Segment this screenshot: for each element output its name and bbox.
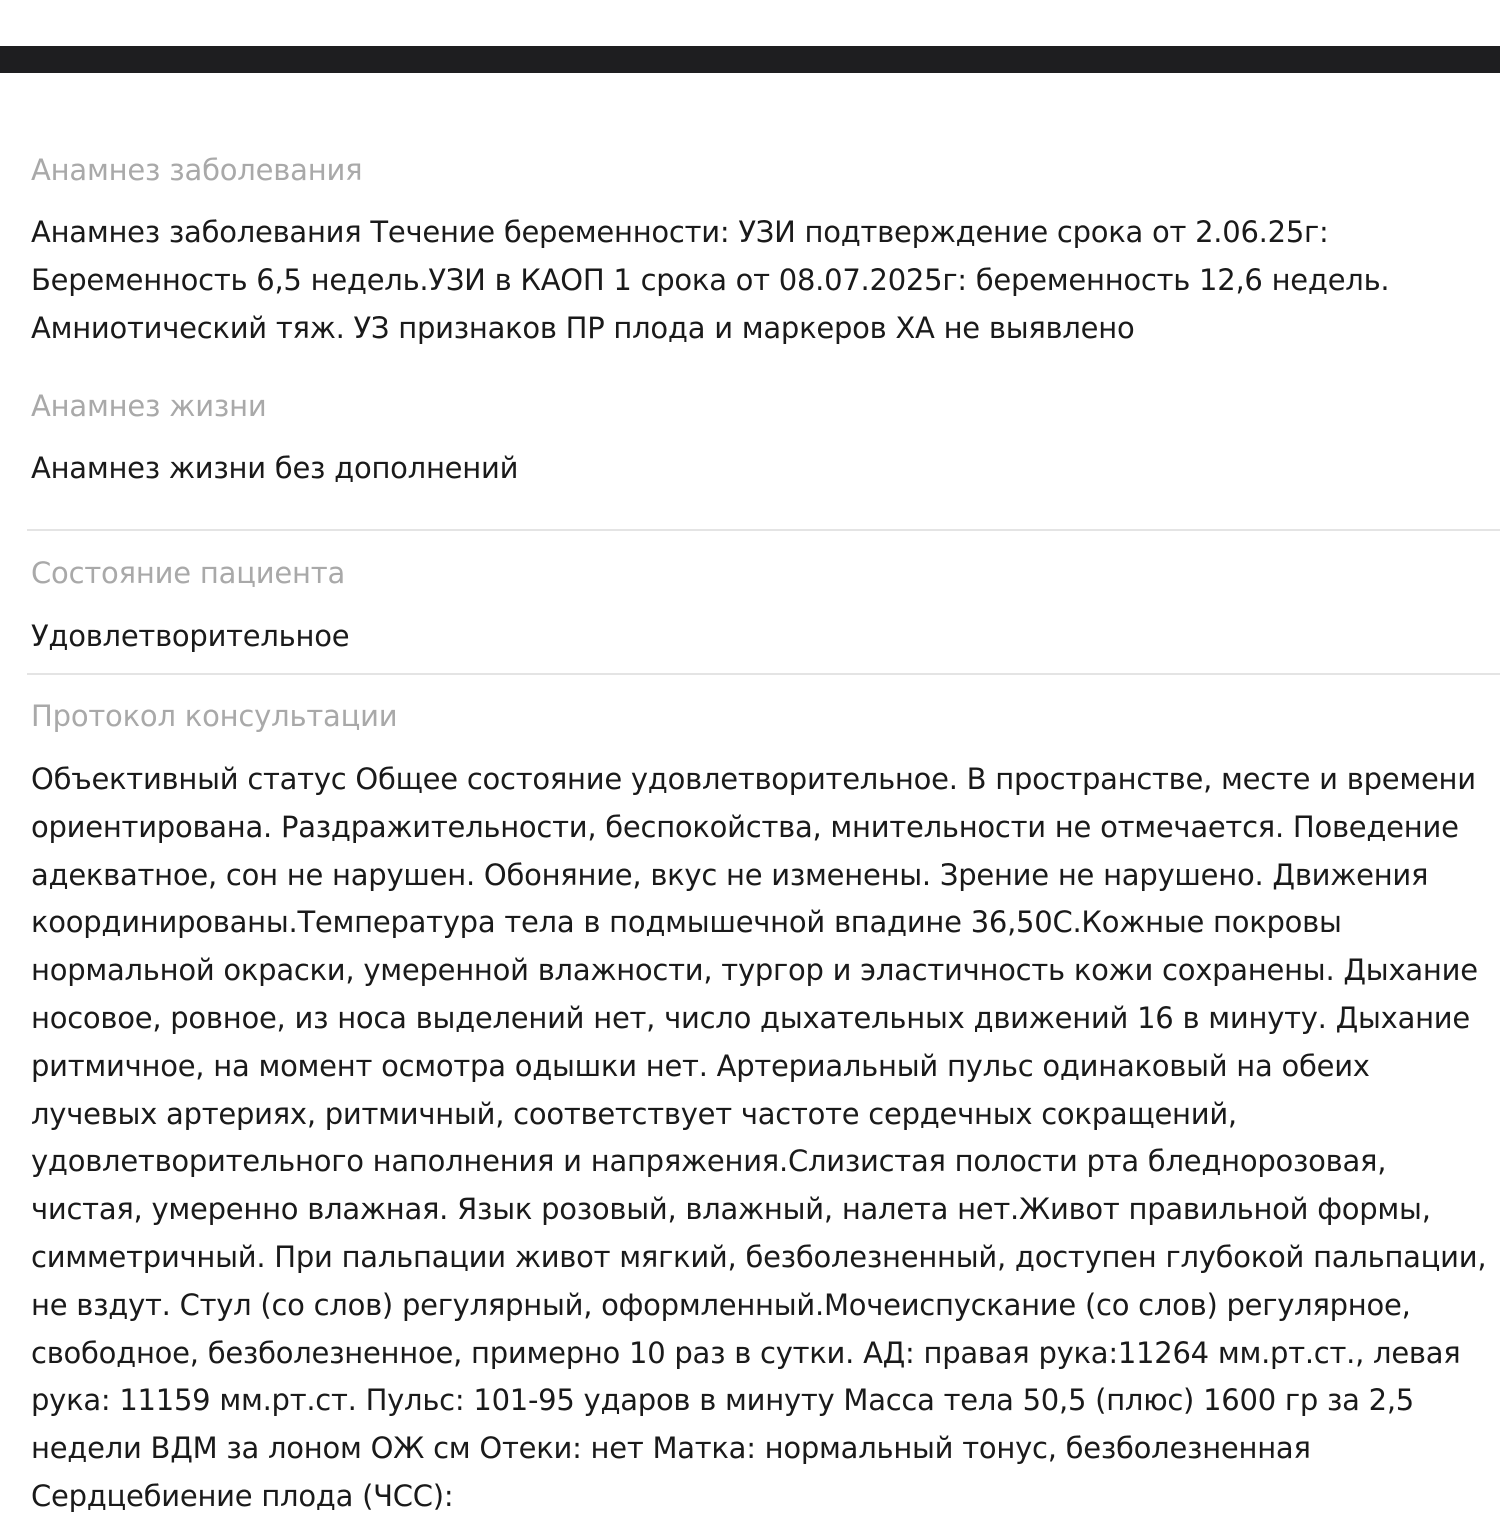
disease-history-line: Амниотический тяж. УЗ признаков ПР плода и маркеров ХА не выявлено (31, 310, 1135, 345)
protocol-line: лучевых артериях, ритмичный, соответствует частоте сердечных сокращений, (31, 1096, 1237, 1131)
protocol-line: Сердцебиение плода (ЧСС): (31, 1478, 454, 1513)
protocol-line: нормальной окраски, умеренной влажности, тургор и эластичность кожи сохранены. Дыхание (31, 953, 1478, 988)
protocol-line: недели ВДМ за лоном ОЖ см Отеки: нет Матка: нормальный тонус, безболезненная (31, 1431, 1311, 1466)
disease-history-line: Беременность 6,5 недель.УЗИ в КАОП 1 срока от 08.07.2025г: беременность 12,6 недель. (31, 262, 1390, 297)
section-divider (27, 673, 1500, 675)
consultation-protocol-label: Протокол консультации (31, 699, 398, 733)
patient-condition-label: Состояние пациента (31, 556, 346, 590)
protocol-line: симметричный. При пальпации живот мягкий, безболезненный, доступен глубокой пальпации, (31, 1239, 1487, 1274)
protocol-line: рука: 11159 мм.рт.ст. Пульс: 101-95 ударов в минуту Масса тела 50,5 (плюс) 1600 гр за 2,5 (31, 1383, 1415, 1418)
protocol-line: ориентирована. Раздражительности, беспокойства, мнительности не отмечается. Поведение (31, 809, 1459, 844)
protocol-line: носовое, ровное, из носа выделений нет, число дыхательных движений 16 в минуту. Дыхание (31, 1000, 1470, 1035)
protocol-line: координированы.Температура тела в подмышечной впадине 36,50С.Кожные покровы (31, 905, 1342, 940)
protocol-line: свободное, безболезненное, примерно 10 раз в сутки. АД: правая рука:11264 мм.рт.ст., левая (31, 1335, 1461, 1370)
life-history-line: Анамнез жизни без дополнений (31, 451, 519, 485)
protocol-line: адекватное, сон не нарушен. Обоняние, вкус не изменены. Зрение не нарушено. Движения (31, 857, 1429, 892)
patient-condition-text (31, 613, 349, 661)
disease-history-label: Анамнез заболевания (31, 153, 363, 187)
patient-condition-line: Удовлетворительное (31, 619, 350, 653)
disease-history-text (31, 209, 1389, 352)
protocol-line: Объективный статус Общее состояние удовлетворительное. В пространстве, месте и времени (31, 762, 1476, 796)
consultation-protocol-text (31, 756, 1486, 1521)
life-history-text (31, 445, 518, 493)
protocol-line: удовлетворительного наполнения и напряжения.Слизистая полости рта бледнорозовая, (31, 1144, 1387, 1179)
protocol-line: не вздут. Стул (со слов) регулярный, оформленный.Мочеиспускание (со слов) регулярное, (31, 1287, 1411, 1322)
protocol-line: ритмичное, на момент осмотра одышки нет. Артериальный пульс одинаковый на обеих (31, 1048, 1370, 1083)
life-history-label: Анамнез жизни (31, 389, 267, 423)
disease-history-line: Анамнез заболевания Течение беременности: УЗИ подтверждение срока от 2.06.25г: (31, 215, 1329, 249)
section-divider (27, 529, 1500, 531)
protocol-line: чистая, умеренно влажная. Язык розовый, влажный, налета нет.Живот правильной формы, (31, 1192, 1431, 1227)
